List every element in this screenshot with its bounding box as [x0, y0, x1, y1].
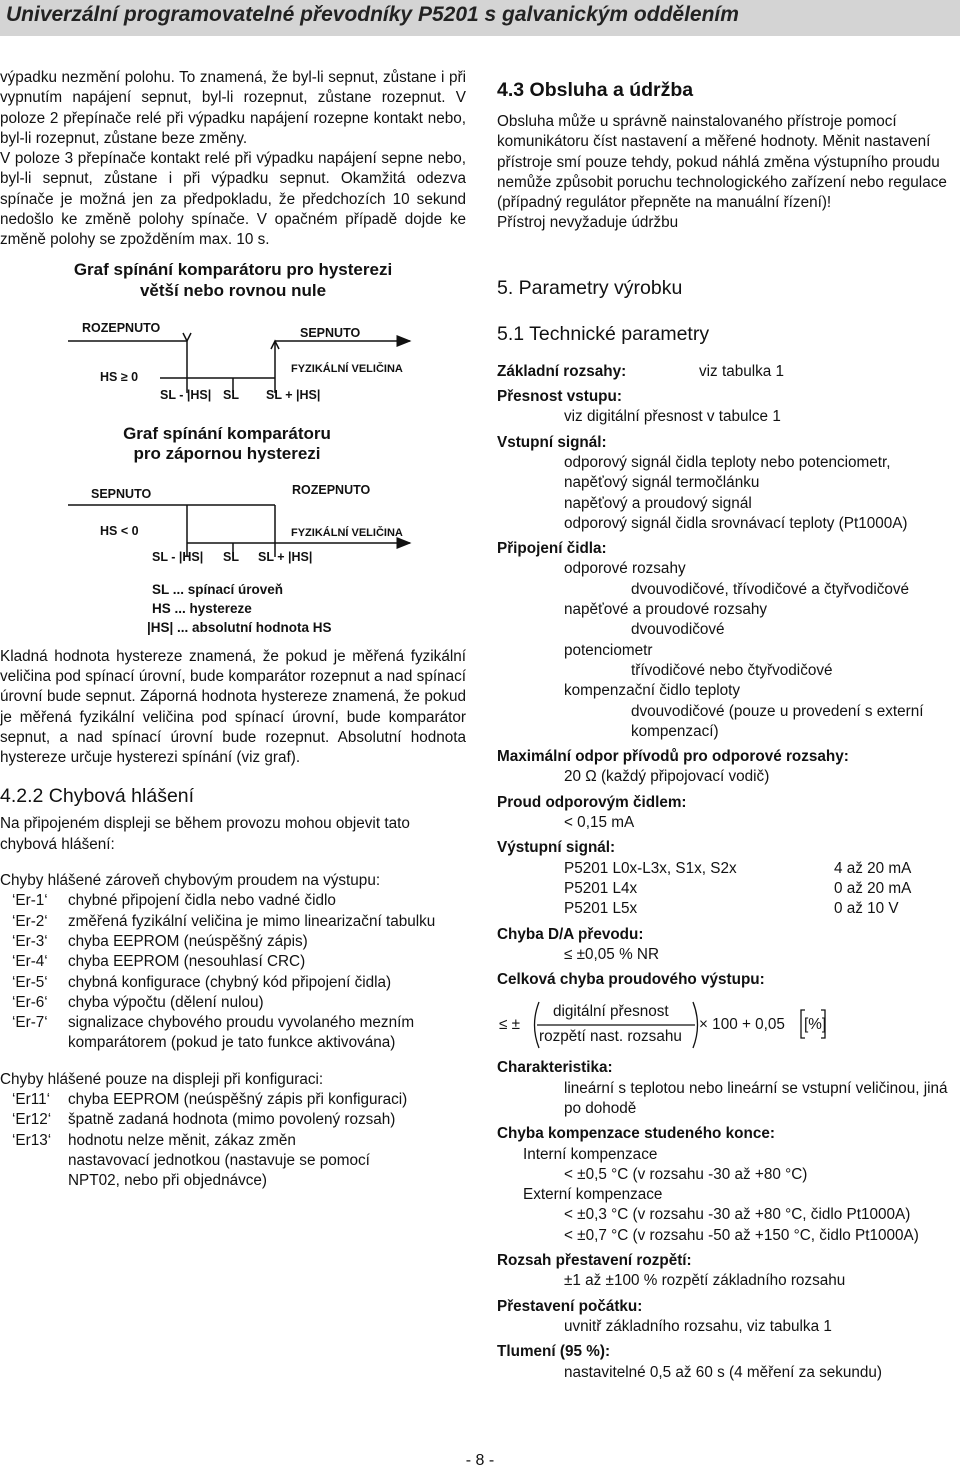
legend-hs: HS ... hystereze — [152, 600, 252, 616]
param-label: Maximální odpor přívodů pro odporové rozsahy: — [497, 748, 849, 766]
upper-hs-ge: HS ≥ 0 — [100, 369, 139, 384]
param-value: kompenzační čidlo teploty — [564, 682, 741, 700]
section-5-title: 5. Parametry výrobku — [497, 276, 683, 299]
diagram-title-2a: Graf spínání komparátoru — [123, 423, 331, 443]
formula-unit: [%] — [804, 1016, 827, 1034]
error-code: ‘Er-2‘ — [12, 912, 48, 930]
upper-arrow-down — [183, 333, 191, 341]
error-code: ‘Er-5‘ — [12, 973, 48, 991]
hysteresis-paragraph: Kladná hodnota hystereze znamená, že pokud je měřená fyzikální veličina pod spínací úrovní, bude komparátor rozepnut a nad spínací úrovní bude sepnut. Záporná hodnota hystereze znamená, že pokud je měřená fyzikální veličina pod spínací úrovní, bude komparátor sepnut, a nad spínací úrovní bude rozepnut. Absolutní hodnota hystereze určuje hysterezi spínání (viz graf). — [0, 647, 466, 767]
error-text: špatně zadaná hodnota (mimo povolený rozsah) — [68, 1111, 396, 1129]
param-value: ±1 až ±100 % rozpětí základního rozsahu — [564, 1272, 846, 1290]
output-range: 0 až 10 V — [834, 900, 899, 918]
param-value: odporové rozsahy — [564, 560, 686, 578]
error-text: chybná konfigurace (chybný kód připojení čidla) — [68, 973, 392, 991]
error-formula — [497, 998, 960, 1052]
header-title: Univerzální programovatelné převodníky P5201 s galvanickým oddělením — [6, 3, 739, 26]
param-value: viz digitální přesnost v tabulce 1 — [564, 408, 781, 426]
error-text: hodnotu nelze měnit, zákaz změn nastavovací jednotkou (nastavuje se pomocí NPT02, nebo při objednávce) — [68, 1131, 370, 1190]
formula-suffix: × 100 + 0,05 — [699, 1016, 785, 1034]
error-code: ‘Er-6‘ — [12, 993, 48, 1011]
output-model: P5201 L5x — [564, 900, 638, 918]
param-value: třívodičové nebo čtyřvodičové — [631, 661, 833, 679]
error-code: ‘Er-7‘ — [12, 1014, 48, 1032]
param-label: Připojení čidla: — [497, 540, 607, 558]
error-item — [0, 993, 466, 1013]
param-label: Vstupní signál: — [497, 433, 607, 451]
param-value: < ±0,3 °C (v rozsahu -30 až +80 °C, čidlo Pt1000A) — [564, 1206, 911, 1224]
param-value: < ±0,5 °C (v rozsahu -30 až +80 °C) — [564, 1165, 808, 1183]
param-value: < 0,15 mA — [564, 814, 635, 832]
diagram-title-1b: větší nebo rovnou nule — [139, 280, 327, 300]
upper-sepnuto: SEPNUTO — [300, 325, 361, 340]
output-range: 4 až 20 mA — [834, 859, 912, 877]
intro-paragraph-1: výpadku nezmění polohu. To znamená, že byl-li sepnut, zůstane i při vypnutím napájení sepnut, byl-li rozepnut, zůstane rozepnut. V poloze 2 přepínače relé při výpadku napájení rozepne kontakt nebo, byl-li rozepnut, zůstane beze změny. — [0, 69, 466, 147]
error-item — [0, 932, 466, 952]
udrzba-paragraph: Přístroj nevyžaduje údržbu — [497, 214, 679, 232]
lower-sl-plus: SL + |HS| — [258, 549, 313, 564]
error-text: signalizace chybového proudu vyvolaného mezním komparátorem (pokud je tato funkce aktivována) — [68, 1014, 415, 1052]
error-item — [0, 1013, 466, 1054]
param-label: Základní rozsahy: — [497, 362, 627, 380]
param-sublabel: Interní kompenzace — [523, 1145, 658, 1163]
right-column — [497, 68, 960, 1383]
param-value: potenciometr — [564, 641, 653, 659]
diagram-title-2b: pro zápornou hysterezi — [133, 443, 321, 463]
error-item — [0, 952, 466, 972]
output-model: P5201 L4x — [564, 879, 638, 897]
diagram-title-1a: Graf spínání komparátoru pro hysterezi — [73, 259, 393, 279]
upper-sl: SL — [223, 387, 239, 402]
param-value: napěťový a proudový signál — [564, 494, 752, 512]
comparator-diagram — [0, 251, 466, 637]
upper-rozepnuto: ROZEPNUTO — [82, 320, 161, 335]
param-label: Přestavení počátku: — [497, 1297, 643, 1315]
intro-paragraph-2: V poloze 3 přepínače kontakt relé při výpadku napájení sepne nebo, byl-li sepnut, zůstane i při výpadku sepnut. Okamžitá odezva spínače je možná jen za předpokladu, že předchozích 10 sekund nedošlo ke změně polohy spínače. V opačném případě dojde ke změně polohy se zpožděním max. 10 s. — [0, 150, 466, 249]
output-row — [497, 899, 960, 919]
param-value: lineární s teplotou nebo lineární se vstupní veličinou, jiná po dohodě — [564, 1079, 948, 1117]
param-value: dvouvodičové (pouze u provedení s externí kompenzací) — [631, 702, 924, 740]
error-text: chyba výpočtu (dělení nulou) — [68, 993, 264, 1011]
error-item — [0, 973, 466, 993]
page-number: - 8 - — [465, 1452, 495, 1469]
legend-sl: SL ... spínací úroveň — [152, 581, 284, 597]
errors-head-2: Chyby hlášené pouze na displeji při konfiguraci: — [0, 1070, 324, 1088]
section-43-title: 4.3 Obsluha a údržba — [497, 79, 694, 101]
errors-list-2 — [0, 1090, 466, 1191]
error-item — [0, 891, 466, 911]
lower-veliciny: FYZIKÁLNÍ VELIČINA — [291, 526, 403, 539]
param-value: odporový signál čidla teploty nebo potenciometr, — [564, 453, 891, 471]
error-code: ‘Er-4‘ — [12, 953, 48, 971]
error-code: ‘Er13‘ — [12, 1131, 52, 1149]
param-label: Chyba kompenzace studeného konce: — [497, 1125, 775, 1143]
errors-list-1 — [0, 891, 466, 1053]
lower-sl-minus: SL - |HS| — [152, 549, 204, 564]
lower-rozepnuto: ROZEPNUTO — [292, 482, 371, 497]
obsluha-paragraph: Obsluha může u správně nainstalovaného přístroje pomocí komunikátoru číst nastavení a měřené hodnoty. Měnit nastavení přístroje smí pouze tehdy, pokud náhlá změna výstupního proudu nemůže způsobit poruchu technologického zařízení nebo regulace (případný regulátor přepněte na manuální řízení)! — [497, 113, 947, 212]
section-51-title: 5.1 Technické parametry — [497, 322, 710, 345]
error-text: chybné připojení čidla nebo vadné čidlo — [68, 892, 336, 910]
error-text: chyba EEPROM (nesouhlasí CRC) — [68, 953, 306, 971]
param-value: dvouvodičové, třívodičové a čtyřvodičové — [631, 580, 910, 598]
upper-veliciny: FYZIKÁLNÍ VELIČINA — [291, 362, 403, 375]
param-value: < ±0,7 °C (v rozsahu -50 až +150 °C, čidlo Pt1000A) — [564, 1226, 919, 1244]
param-value: odporový signál čidla srovnávací teploty (Pt1000A) — [564, 514, 908, 532]
param-value: viz tabulka 1 — [699, 362, 785, 380]
errors-intro: Na připojeném displeji se během provozu mohou objevit tato chybová hlášení: — [0, 815, 410, 853]
param-label: Celková chyba proudového výstupu: — [497, 971, 765, 989]
param-label: Tlumení (95 %): — [497, 1343, 611, 1361]
param-value: napěťové a proudové rozsahy — [564, 601, 768, 619]
error-text: chyba EEPROM (neúspěšný zápis) — [68, 932, 308, 950]
error-code: ‘Er11‘ — [12, 1091, 50, 1109]
formula-prefix: ≤ ± — [499, 1016, 521, 1034]
param-value: nastavitelné 0,5 až 60 s (4 měření za sekundu) — [564, 1363, 883, 1381]
param-value: ≤ ±0,05 % NR — [564, 945, 660, 963]
param-sublabel: Externí kompenzace — [523, 1186, 663, 1204]
upper-sl-minus: SL - |HS| — [160, 387, 212, 402]
left-column — [0, 68, 466, 1192]
param-value: uvnitř základního rozsahu, viz tabulka 1 — [564, 1317, 832, 1335]
error-text: změřená fyzikální veličina je mimo linearizační tabulku — [68, 912, 436, 930]
section-422-title: 4.2.2 Chybová hlášení — [0, 785, 195, 808]
param-label: Výstupní signál: — [497, 839, 616, 857]
lower-sepnuto: SEPNUTO — [91, 486, 152, 501]
error-item — [0, 1131, 466, 1192]
error-item — [0, 1110, 466, 1130]
param-value: napěťový signál termočlánku — [564, 474, 760, 492]
formula-numerator: digitální přesnost — [553, 1003, 669, 1021]
error-item — [0, 912, 466, 932]
output-row — [497, 859, 960, 879]
error-text: chyba EEPROM (neúspěšný zápis při konfiguraci) — [68, 1091, 408, 1109]
upper-sl-plus: SL + |HS| — [266, 387, 321, 402]
parameters-list — [497, 362, 960, 1383]
errors-head-1: Chyby hlášené zároveň chybovým proudem na výstupu: — [0, 872, 381, 890]
param-label: Proud odporovým čidlem: — [497, 793, 687, 811]
lower-hs-lt: HS < 0 — [100, 523, 139, 538]
error-item — [0, 1090, 466, 1110]
page-header — [0, 0, 960, 36]
param-label: Chyba D/A převodu: — [497, 925, 644, 943]
output-model: P5201 L0x-L3x, S1x, S2x — [564, 859, 737, 877]
output-range: 0 až 20 mA — [834, 879, 912, 897]
error-code: ‘Er-3‘ — [12, 932, 48, 950]
lower-sl: SL — [223, 549, 239, 564]
param-label: Charakteristika: — [497, 1059, 613, 1077]
param-zakladni — [497, 362, 960, 382]
error-code: ‘Er-1‘ — [12, 892, 48, 910]
param-value: 20 Ω (každý připojovací vodič) — [564, 768, 770, 786]
param-value: dvouvodičové — [631, 621, 725, 639]
param-label: Rozsah přestavení rozpětí: — [497, 1252, 692, 1270]
output-row — [497, 879, 960, 899]
error-code: ‘Er12‘ — [12, 1111, 52, 1129]
legend-abs: |HS| ... absolutní hodnota HS — [147, 619, 332, 635]
formula-denominator: rozpětí nast. rozsahu — [539, 1028, 682, 1046]
param-label: Přesnost vstupu: — [497, 388, 622, 406]
